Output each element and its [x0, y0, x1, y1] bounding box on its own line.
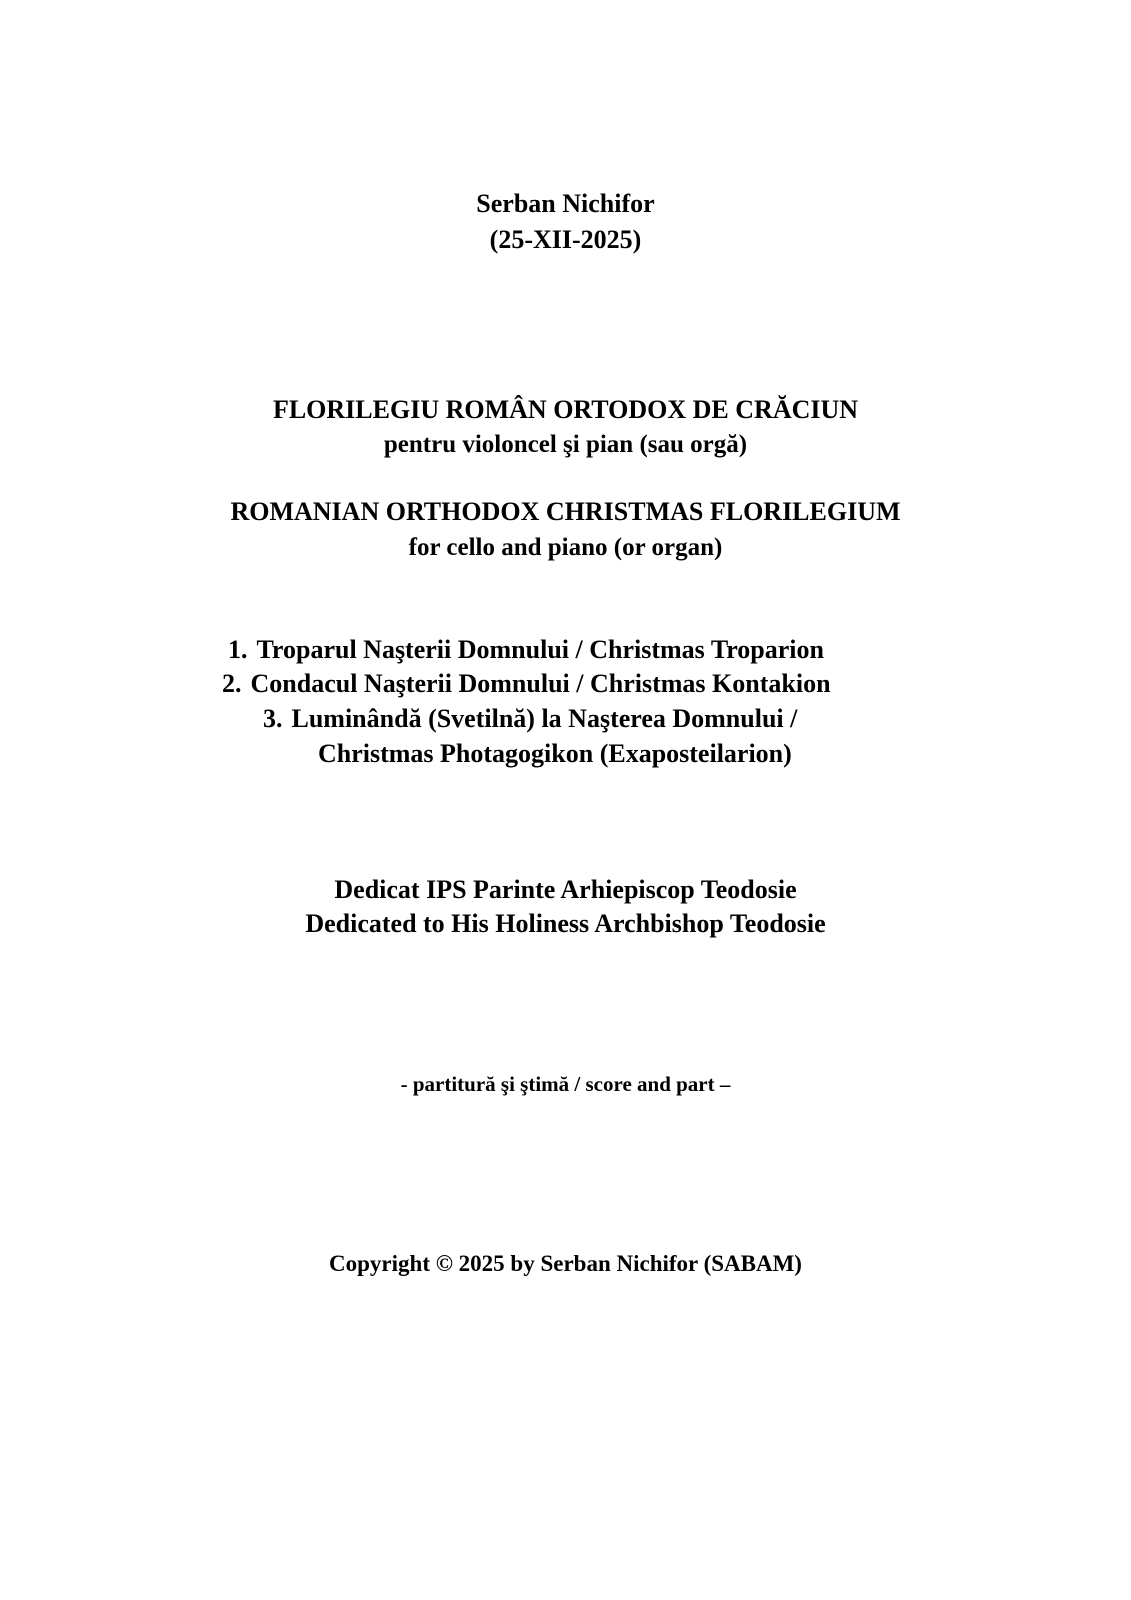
- contents-item-number: 3.: [263, 704, 283, 733]
- title-romanian: FLORILEGIU ROMÂN ORTODOX DE CRĂCIUN: [272, 395, 859, 424]
- contents-item-continuation: Christmas Photagogikon (Exaposteilarion): [318, 739, 792, 768]
- contents-item-text: Troparul Naşterii Domnului / Christmas Troparion: [256, 635, 824, 664]
- contents-item: [222, 671, 831, 697]
- title-english: ROMANIAN ORTHODOX CHRISTMAS FLORILEGIUM: [230, 497, 901, 526]
- dedication-romanian: Dedicat IPS Parinte Arhiepiscop Teodosie: [334, 875, 797, 904]
- copyright-notice: Copyright © 2025 by Serban Nichifor (SABAM): [329, 1251, 802, 1276]
- contents-item-text: Condacul Naşterii Domnului / Christmas Kontakion: [250, 669, 831, 698]
- composition-date: (25-XII-2025): [489, 225, 642, 254]
- contents-item: [263, 706, 797, 732]
- contents-item-number: 1.: [228, 635, 248, 664]
- contents-item: [228, 637, 824, 663]
- contents-item-number: 2.: [222, 669, 242, 698]
- edition-note: - partitură şi ştimă / score and part –: [400, 1072, 731, 1096]
- subtitle-english: for cello and piano (or organ): [408, 534, 723, 561]
- dedication-english: Dedicated to His Holiness Archbishop Teodosie: [305, 909, 826, 938]
- subtitle-romanian: pentru violoncel şi pian (sau orgă): [383, 431, 748, 458]
- contents-item-text: Luminândă (Svetilnă) la Naşterea Domnului /: [291, 704, 798, 733]
- author-name: Serban Nichifor: [476, 189, 655, 218]
